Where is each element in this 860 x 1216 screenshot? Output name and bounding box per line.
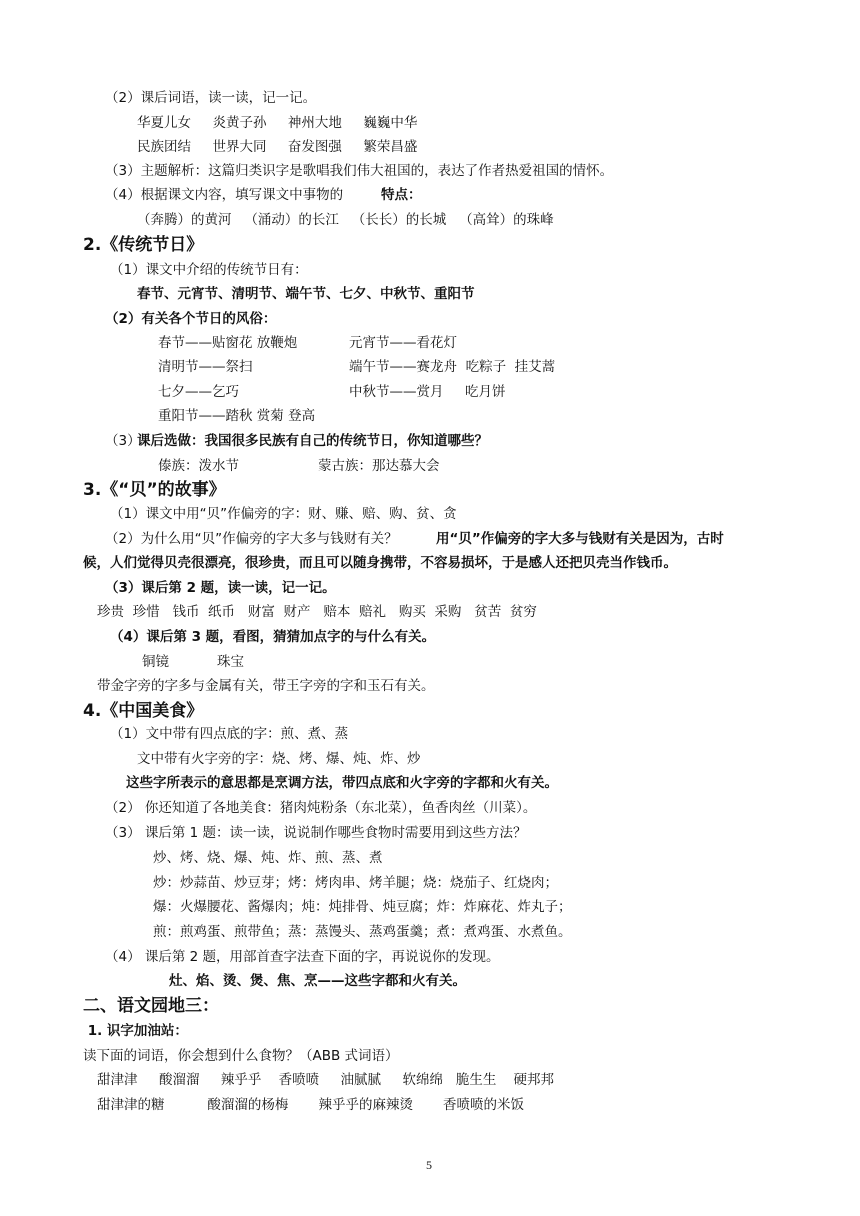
text-line-l7: （1）课文中介绍的传统节日有： — [110, 262, 308, 278]
text-line-l37: 甜津津 酸溜溜 辣乎乎 香喷喷 油腻腻 软绵绵 脆生生 硬邦邦 — [97, 1072, 555, 1088]
text-line-l5a: （4）根据课文内容，填写课文中事物的 — [105, 187, 344, 203]
text-line-l9: （2）有关各个节日的风俗： — [105, 311, 277, 327]
text-line-l16: （1）课文中用“贝”作偏旁的字：财、赚、赔、购、贫、贪 — [110, 506, 457, 522]
text-line-l19: （3）课后第 2 题，读一读，记一记。 — [105, 580, 336, 596]
text-line-l14b: 课后选做：我国很多民族有自己的传统节日，你知道哪些？ — [137, 433, 488, 449]
text-line-l20: 珍贵 珍惜 钱币 纸币 财富 财产 赔本 赔礼 购买 采购 贫苦 贫穷 — [97, 604, 537, 620]
text-line-l24: （1）文中带有四点底的字：煎、煮、蒸 — [110, 726, 349, 742]
text-line-h3a: 3.《“贝”的故事》 — [83, 480, 226, 500]
text-line-l14a: （3） — [105, 433, 141, 449]
text-line-l11a: 清明节——祭扫 — [158, 359, 253, 375]
text-line-l35: 1. 识字加油站： — [83, 1023, 188, 1039]
text-line-l10b: 元宵节——看花灯 — [349, 335, 457, 351]
text-line-l31: 爆：火爆腰花、酱爆肉；炖：炖排骨、炖豆腐；炸：炸麻花、炸丸子； — [153, 899, 572, 915]
text-line-l8: 春节、元宵节、清明节、端午节、七夕、中秋节、重阳节 — [137, 286, 475, 302]
text-line-l33: （4） 课后第 2 题，用部首查字法查下面的字，再说说你的发现。 — [105, 949, 500, 965]
text-line-l17a: （2）为什么用“贝”作偏旁的字大多与钱财有关？ — [105, 531, 398, 547]
text-line-l12a: 七夕——乞巧 — [158, 384, 239, 400]
text-line-l15a: 傣族：泼水节 — [158, 458, 239, 474]
text-line-l21: （4）课后第 3 题，看图，猜猜加点字的与什么有关。 — [110, 629, 436, 645]
text-line-l29: 炒、烤、烧、爆、炖、炸、煎、蒸、煮 — [153, 850, 383, 866]
text-line-l34: 灶、焰、烫、煲、焦、烹——这些字都和火有关。 — [169, 973, 466, 989]
text-line-l5b: 特点： — [381, 187, 422, 203]
text-line-l38: 甜津津的糖 酸溜溜的杨梅 辣乎乎的麻辣烫 香喷喷的米饭 — [97, 1097, 524, 1113]
text-line-l25: 文中带有火字旁的字：烧、烤、爆、炖、炸、炒 — [137, 751, 421, 767]
text-line-l1: （2）课后词语，读一读，记一记。 — [105, 90, 317, 106]
text-line-l15b: 蒙古族：那达慕大会 — [318, 458, 440, 474]
text-line-l6: （奔腾）的黄河 （涌动）的长江 （长长）的长城 （高耸）的珠峰 — [137, 212, 554, 228]
text-line-l13: 重阳节——踏秋 赏菊 登高 — [158, 408, 316, 424]
text-line-h2a: 2.《传统节日》 — [83, 235, 204, 255]
text-line-l30: 炒：炒蒜苗、炒豆芽；烤：烤肉串、烤羊腿；烧：烧茄子、红烧肉； — [153, 875, 558, 891]
text-line-l27: （2） 你还知道了各地美食：猪肉炖粉条（东北菜），鱼香肉丝（川菜）。 — [105, 800, 537, 816]
text-line-l2: 华夏儿女 炎黄子孙 神州大地 巍巍中华 — [137, 115, 418, 131]
text-line-l32: 煎：煎鸡蛋、煎带鱼；蒸：蒸馒头、蒸鸡蛋羹；煮：煮鸡蛋、水煮鱼。 — [153, 924, 572, 940]
text-line-l22a: 铜镜 — [142, 654, 169, 670]
text-line-l28: （3） 课后第 1 题：读一读，说说制作哪些食物时需要用到这些方法？ — [105, 825, 527, 841]
text-line-l11b: 端午节——赛龙舟 吃粽子 挂艾蒿 — [349, 359, 556, 375]
text-line-l36: 读下面的词语，你会想到什么食物？（ABB 式词语） — [83, 1048, 399, 1064]
text-line-h5: 二、语文园地三： — [83, 996, 219, 1016]
text-line-h4a: 4.《中国美食》 — [83, 701, 204, 721]
text-line-l22b: 珠宝 — [217, 654, 244, 670]
page-number: 5 — [426, 1158, 432, 1172]
text-line-l12b: 中秋节——赏月 吃月饼 — [349, 384, 506, 400]
text-line-l3: 民族团结 世界大同 奋发图强 繁荣昌盛 — [137, 139, 418, 155]
text-line-l23: 带金字旁的字多与金属有关，带王字旁的字和玉石有关。 — [97, 678, 435, 694]
text-line-l26: 这些字所表示的意思都是烹调方法，带四点底和火字旁的字都和火有关。 — [126, 775, 558, 791]
text-line-l18: 候，人们觉得贝壳很漂亮，很珍贵，而且可以随身携带，不容易损坏，于是感人还把贝壳当作钱币。 — [83, 555, 677, 571]
text-line-l10a: 春节——贴窗花 放鞭炮 — [158, 335, 298, 351]
text-line-l17b: 用“贝”作偏旁的字大多与钱财有关是因为，古时 — [436, 531, 724, 547]
text-line-l4: （3）主题解析：这篇归类识字是歌唱我们伟大祖国的，表达了作者热爱祖国的情怀。 — [105, 163, 614, 179]
